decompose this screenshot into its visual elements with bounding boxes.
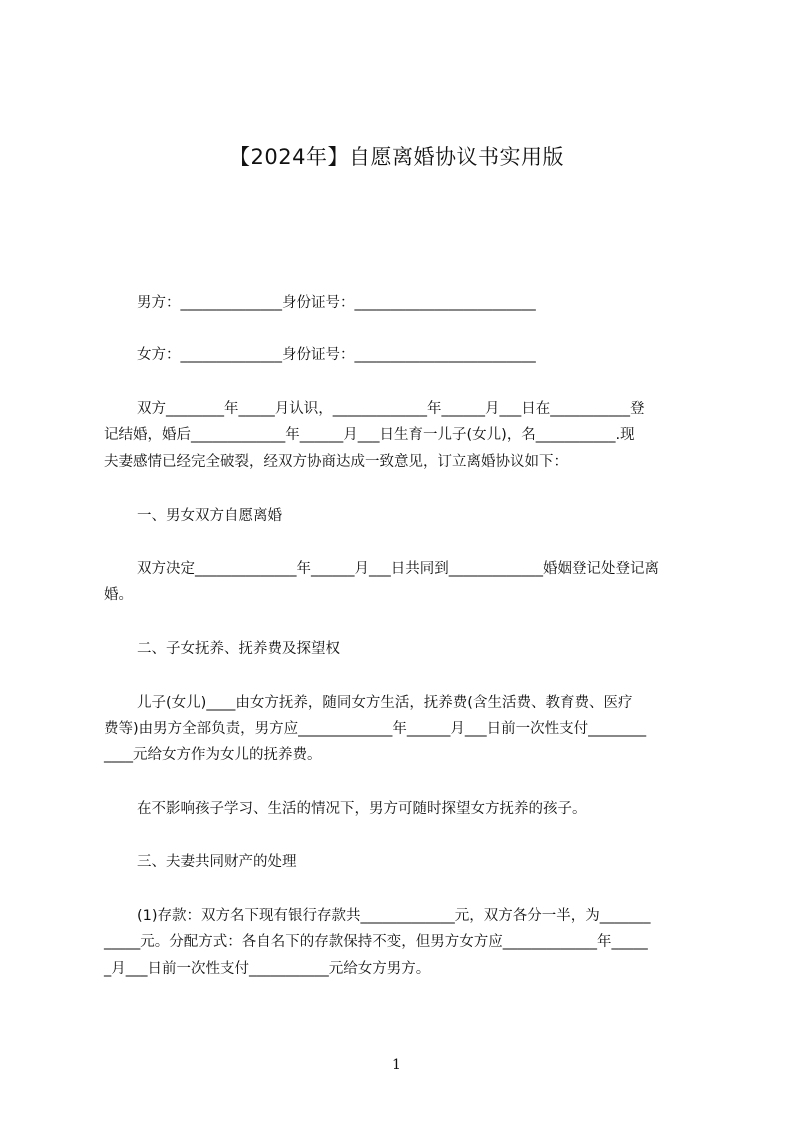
section3-line-1: (1)存款：双方名下现有银行存款共_____________元，双方各分一半，为_______	[137, 908, 651, 924]
section2-line-3: ____元给女方作为女儿的抚养费。	[104, 747, 322, 763]
intro-line-1: 双方________年_____月认识，_____________年______月___日在___________登	[137, 401, 645, 417]
document-title: 【2024年】自愿离婚协议书实用版	[229, 145, 564, 169]
visitation-line: 在不影响孩子学习、生活的情况下，男方可随时探望女方抚养的孩子。	[137, 801, 587, 817]
male-party-line: 男方：______________身份证号：_________________________	[137, 295, 536, 311]
section3-line-2: _____元。分配方式：各自名下的存款保持不变，但男方女方应_____________年_____	[104, 934, 648, 950]
section-heading-2: 二、子女抚养、抚养费及探望权	[137, 641, 340, 657]
intro-line-3: 夫妻感情已经完全破裂，经双方协商达成一致意见，订立离婚协议如下：	[104, 454, 568, 470]
section3-line-3: _月___日前一次性支付___________元给女方男方。	[104, 961, 431, 977]
female-party-line: 女方：______________身份证号：_________________________	[137, 347, 536, 363]
section1-line-2: 婚。	[104, 587, 133, 603]
section1-line-1: 双方决定______________年______月___日共同到_____________婚姻登记处登记离	[137, 561, 659, 577]
page-number: 1	[392, 1057, 401, 1073]
section2-line-2: 费等)由男方全部负责，男方应_____________年______月___日前一次性支付________	[104, 721, 647, 737]
section-heading-1: 一、男女双方自愿离婚	[137, 508, 282, 524]
section2-line-1: 儿子(女儿)____由女方抚养，随同女方生活，抚养费(含生活费、教育费、医疗	[137, 695, 633, 711]
section-heading-3: 三、夫妻共同财产的处理	[137, 854, 297, 870]
intro-line-2: 记结婚，婚后_____________年______月___日生育一儿子(女儿)，名___________.现	[104, 427, 635, 443]
